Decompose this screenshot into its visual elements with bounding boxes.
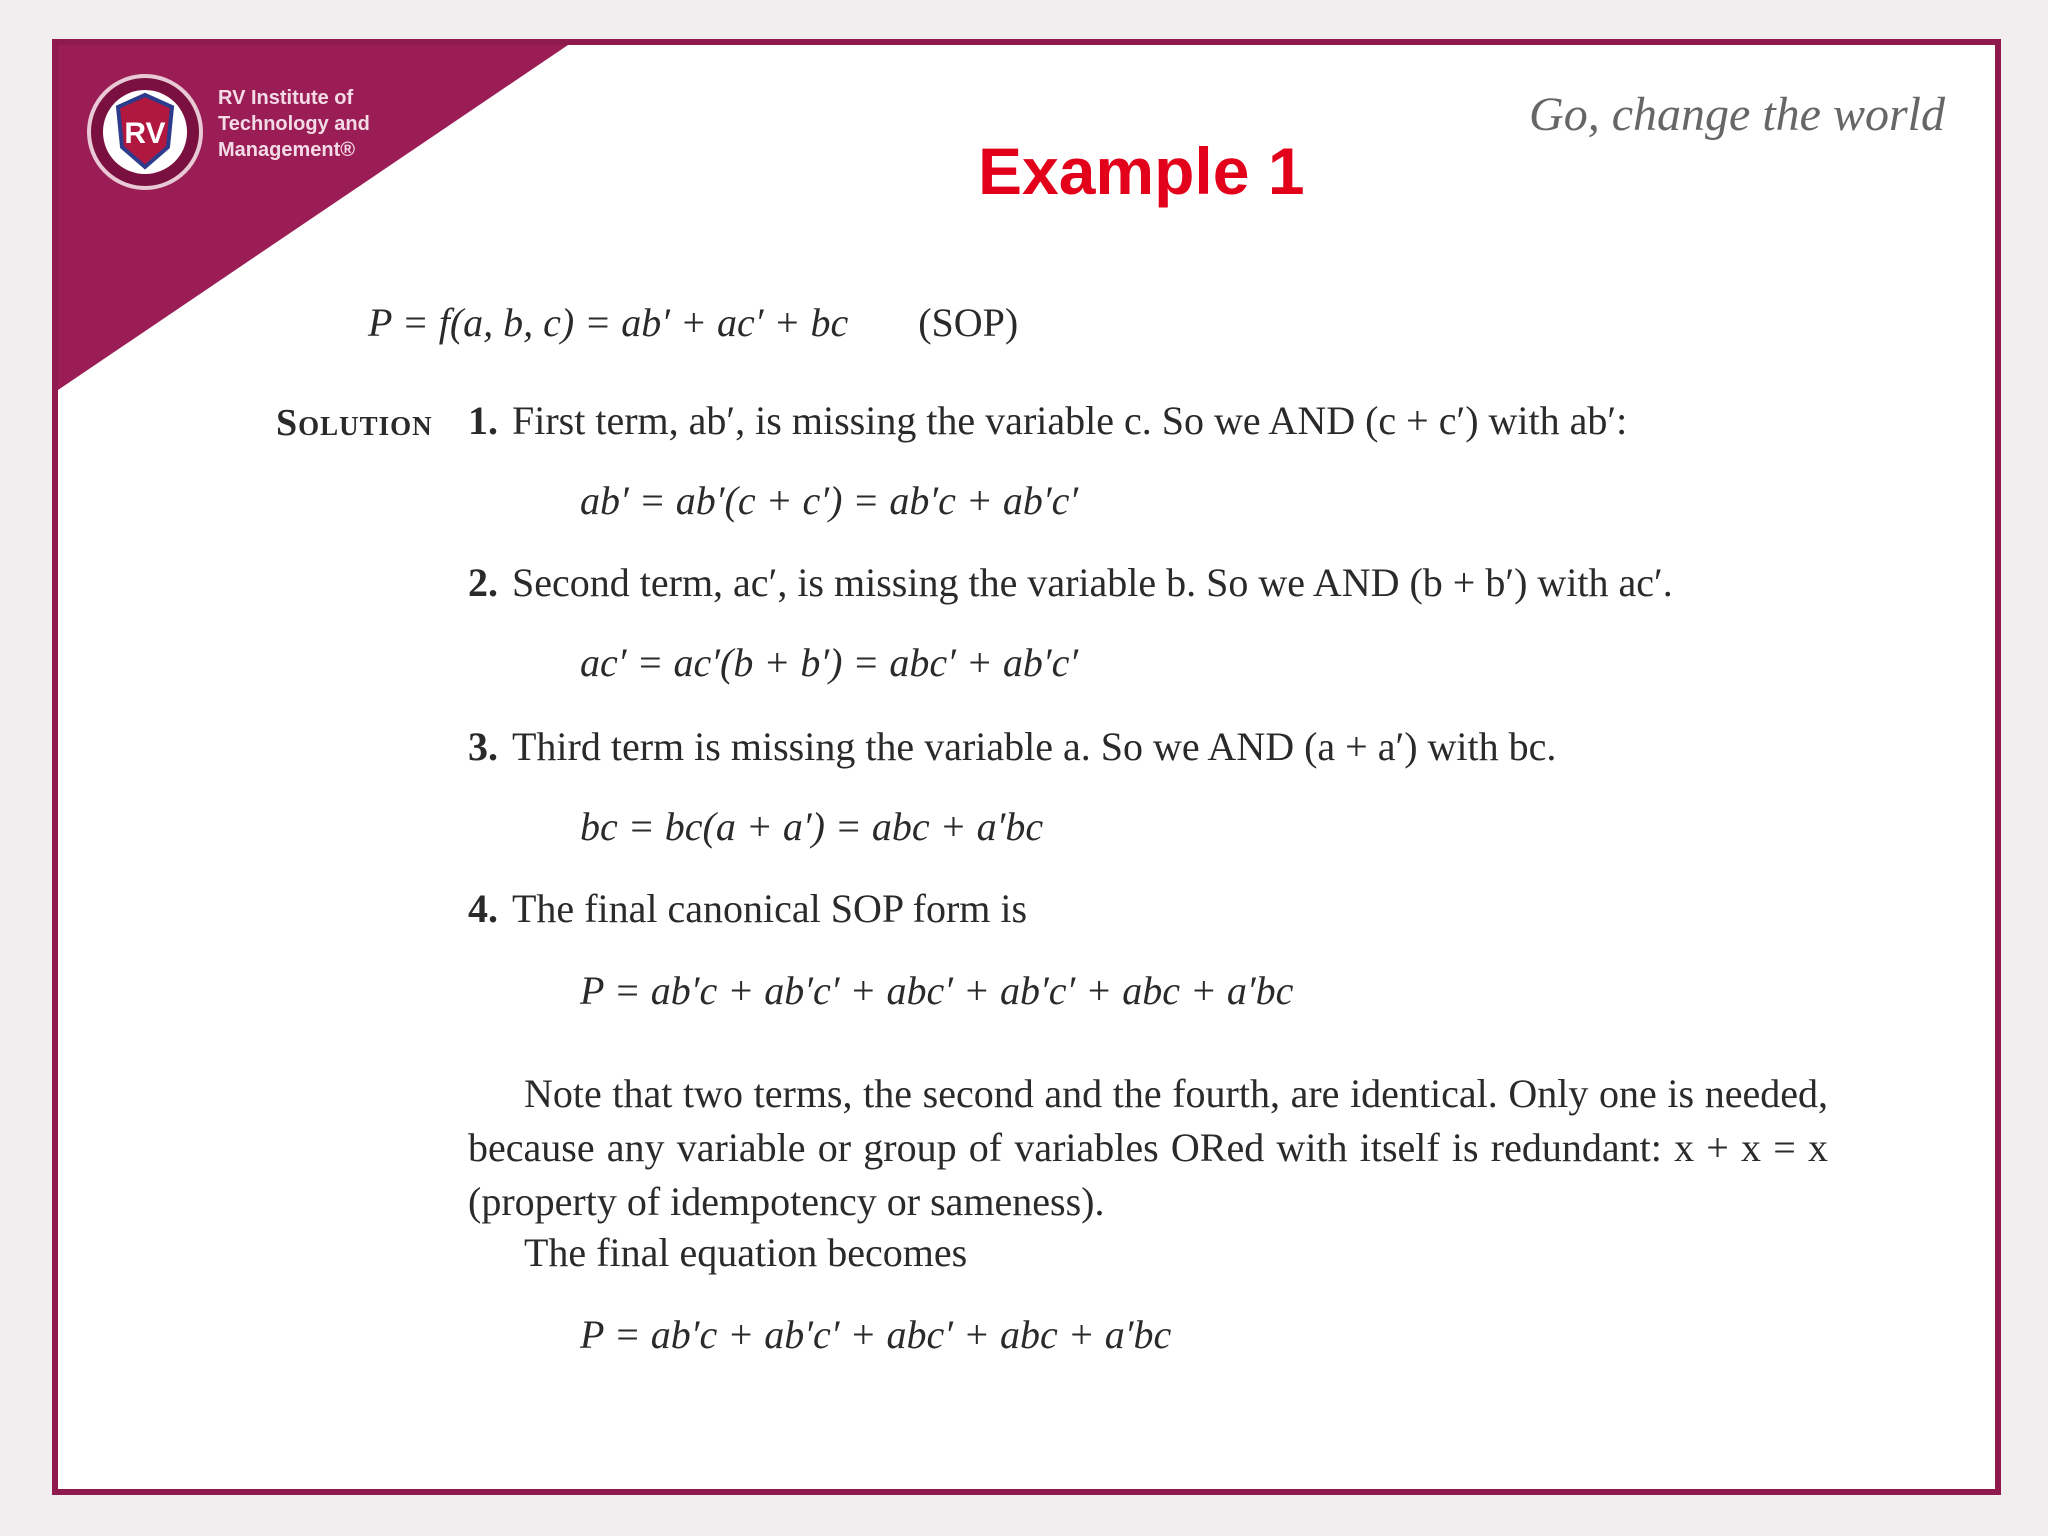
step-3-equation: bc = bc(a + a′) = abc + a′bc	[580, 804, 1044, 849]
tagline: Go, change the world	[1529, 88, 1945, 141]
step-number: 4.	[468, 886, 498, 931]
final-label: The final equation becomes	[524, 1230, 968, 1275]
logo-text: RV	[124, 117, 166, 150]
note-text: Note that two terms, the second and the fourth, are identical. Only one is needed, because any variable or group of variables ORed with itself is redundant: x + x = x (property of idempotency or sameness).	[468, 1071, 1828, 1224]
step-number: 1.	[468, 398, 498, 443]
step-number: 3.	[468, 724, 498, 769]
step-3	[468, 723, 1556, 770]
institute-line-1: RV Institute of	[218, 87, 354, 109]
slide-title: Example 1	[978, 134, 1305, 208]
step-text: First term, ab′, is missing the variable c. So we AND (c + c′) with ab′:	[512, 398, 1628, 443]
note-paragraph	[468, 1067, 1828, 1229]
step-2	[468, 559, 1673, 606]
step-2-equation: ac′ = ac′(b + b′) = abc′ + ab′c′	[580, 640, 1079, 685]
problem-equation: P = f(a, b, c) = ab′ + ac′ + bc	[368, 300, 849, 345]
step-text: Second term, ac′, is missing the variable b. So we AND (b + b′) with ac′.	[512, 560, 1673, 605]
problem-statement	[368, 299, 1018, 346]
step-text: The final canonical SOP form is	[512, 886, 1028, 931]
institute-logo-icon	[86, 73, 204, 191]
step-number: 2.	[468, 560, 498, 605]
slide	[52, 39, 2001, 1495]
institute-line-2: Technology and	[218, 113, 370, 135]
solution-label: Solution	[276, 402, 433, 444]
step-text: Third term is missing the variable a. So we AND (a + a′) with bc.	[512, 724, 1557, 769]
step-1	[468, 397, 1627, 444]
final-equation: P = ab′c + ab′c′ + abc′ + abc + a′bc	[580, 1312, 1172, 1357]
step-4	[468, 885, 1027, 932]
problem-form: (SOP)	[918, 300, 1019, 345]
institute-name	[218, 85, 428, 163]
step-1-equation: ab′ = ab′(c + c′) = ab′c + ab′c′	[580, 478, 1079, 523]
institute-line-3: Management®	[218, 139, 355, 161]
step-4-equation: P = ab′c + ab′c′ + abc′ + ab′c′ + abc + a′bc	[580, 968, 1294, 1013]
